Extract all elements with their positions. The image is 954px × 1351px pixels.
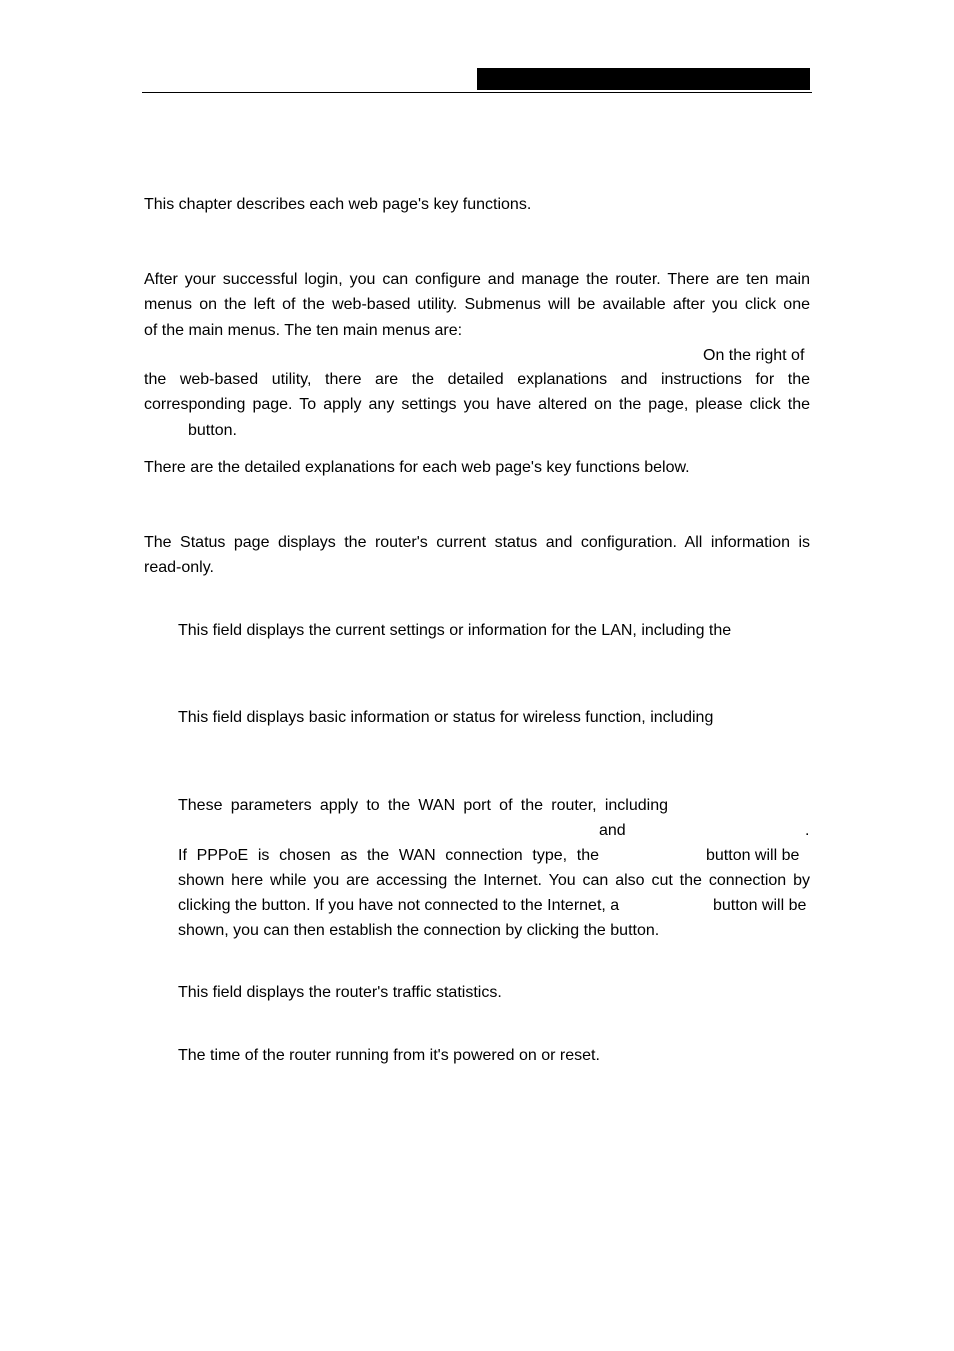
overview-line-1: After your successful login, you can configure and manage the router. There are ten main [144, 271, 810, 288]
overview-line-6: corresponding page. To apply any settings you have altered on the page, please click the [144, 396, 810, 413]
intro-text: This chapter describes each web page's key functions. [144, 196, 532, 213]
wan-line-1: These parameters apply to the WAN port of the router, including [178, 797, 668, 814]
wan-line-5b: button will be [713, 897, 807, 914]
overview-line-5: the web-based utility, there are the detailed explanations and instructions for the [144, 371, 810, 388]
wan-line-4: shown here while you are accessing the Internet. You can also cut the connection by [178, 872, 810, 889]
wan-line-3a: If PPPoE is chosen as the WAN connection type, the [178, 847, 599, 864]
lan-description: This field displays the current settings or information for the LAN, including the [178, 622, 732, 639]
wan-line-5a: clicking the button. If you have not connected to the Internet, a [178, 897, 620, 914]
status-line-2: read-only. [144, 559, 214, 576]
overview-line-2: menus on the left of the web-based utility. Submenus will be available after you click one [144, 296, 810, 313]
wan-period: . [805, 822, 810, 839]
wan-and: and [599, 822, 626, 839]
traffic-description: This field displays the router's traffic statistics. [178, 984, 502, 1001]
overview-line-4: On the right of [703, 347, 805, 364]
wireless-description: This field displays basic information or status for wireless function, including [178, 709, 714, 726]
overview-line-3: of the main menus. The ten main menus are: [144, 322, 463, 339]
header-bar [477, 68, 810, 90]
wan-line-3b: button will be [706, 847, 800, 864]
status-line-1: The Status page displays the router's current status and configuration. All information is [144, 534, 810, 551]
detail-note: There are the detailed explanations for each web page's key functions below. [144, 459, 690, 476]
header-rule [142, 92, 812, 93]
overview-line-7: button. [188, 422, 237, 439]
uptime-description: The time of the router running from it's powered on or reset. [178, 1047, 600, 1064]
wan-line-6: shown, you can then establish the connection by clicking the button. [178, 922, 660, 939]
